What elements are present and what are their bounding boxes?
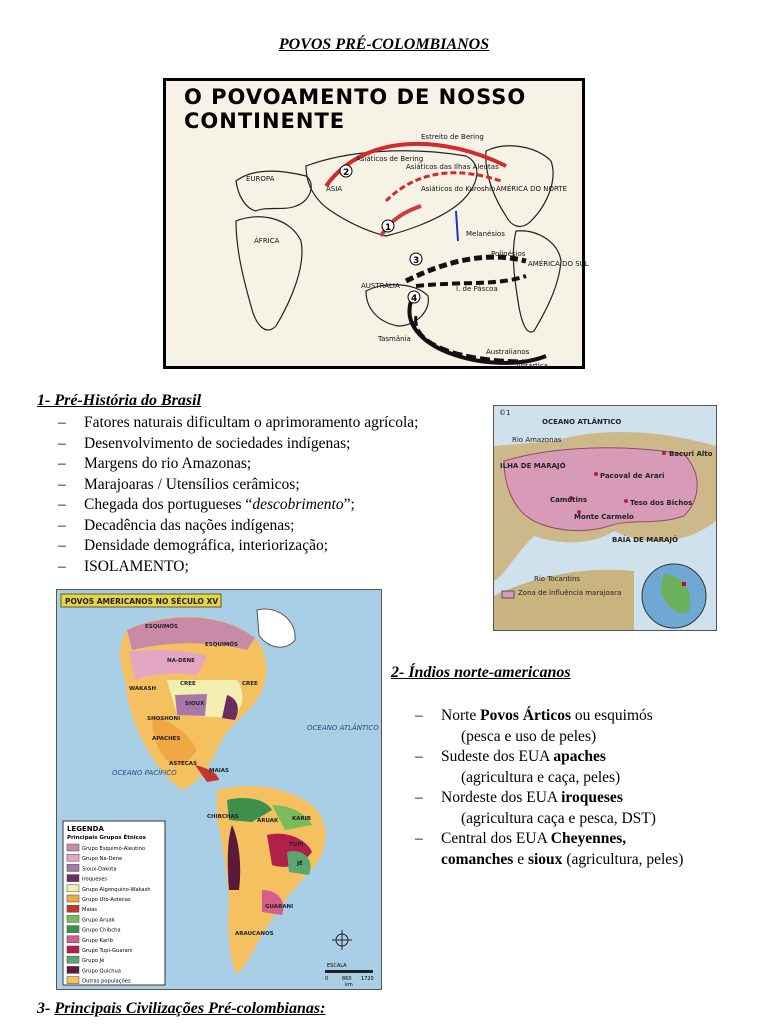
scale-tick-0: 0 [325, 976, 329, 982]
label-america-sul: AMÉRICA DO SUL [528, 260, 589, 268]
legend-swatch [67, 875, 79, 882]
list-item-text-end: ”; [343, 496, 355, 513]
item-bold: comanches [441, 850, 514, 868]
item-bold: apaches [553, 748, 606, 765]
item-text: Nordeste dos EUA [441, 789, 562, 806]
legend-label: Sioux-Dakota [82, 866, 117, 873]
marajo-rio-amazonas: Rio Amazonas [512, 436, 562, 444]
label-guarani: GUARANI [265, 904, 294, 910]
item-text-end: ou esquimós [571, 707, 653, 724]
item-text: e [513, 850, 528, 868]
section3-title [37, 1000, 325, 1018]
label-cree-2: CREE [242, 681, 258, 687]
legend-swatch [67, 915, 79, 922]
legend-label: Grupo Uto-Astecas [82, 897, 131, 903]
item-text: Central dos EUA [441, 830, 551, 847]
legend-swatch [67, 905, 79, 912]
label-cree-1: CREE [180, 681, 196, 687]
label-wakash: WAKASH [129, 686, 157, 692]
africa-outline [236, 217, 302, 330]
list-item [415, 788, 683, 809]
legend-swatch [67, 844, 79, 851]
legend-swatch [67, 946, 79, 953]
list-item-text: Chegada dos portugueses “ [84, 496, 253, 513]
marajo-number: ©1 [499, 409, 511, 417]
marajo-ilha-label: ILHA DE MARAJÓ [500, 462, 566, 470]
list-item [415, 747, 683, 768]
item-bold: Cheyennes, [550, 830, 627, 847]
legend-label: Grupo Na-Dene [82, 856, 123, 863]
label-astecas: ASTECAS [169, 761, 197, 767]
marajo-bacuri: Bacuri Alto [669, 450, 713, 458]
americas-map-title: POVOS AMERICANOS NO SÉCULO XV [65, 597, 219, 606]
section1-list [58, 413, 418, 577]
label-europa: EUROPA [246, 175, 275, 183]
scale-unit: km [345, 982, 353, 988]
route-number-2: 2 [343, 168, 350, 178]
item-text-end: (agricultura, peles) [562, 850, 684, 868]
settlement-map-title: O POVOAMENTO DE NOSSO CONTINENTE [184, 85, 527, 133]
label-tasmania: Tasmânia [378, 335, 411, 343]
legend-label: Grupo Algonquino-Wakash [82, 886, 151, 893]
list-item [415, 706, 683, 727]
legend-subtitle: Principais Grupos Étnicos [67, 835, 146, 841]
label-oceano-atlantico: OCEANO ATLÂNTICO [307, 724, 379, 732]
list-item: – Densidade demográfica, interiorização; [58, 536, 418, 557]
legend-swatch [67, 895, 79, 902]
list-item [415, 829, 683, 850]
list-item-emphasis: descobrimento [252, 496, 344, 513]
item-bold: Povos Árticos [480, 707, 571, 724]
section3-text: Principais Civilizações Pré-colombianas: [54, 1000, 326, 1017]
marajo-baia: BAÍA DE MARAJÓ [612, 536, 678, 544]
australia-outline [366, 285, 428, 326]
list-item: – Marajoaras / Utensílios cerâmicos; [58, 475, 418, 496]
list-item-sub: (pesca e uso de peles) [461, 727, 597, 745]
label-australia: AUSTRÁLIA [361, 282, 400, 290]
label-esquimos-2: ESQUIMÓS [205, 642, 239, 648]
route-number-4: 4 [411, 294, 418, 304]
label-america-norte: AMÉRICA DO NORTE [496, 185, 568, 193]
marajo-rio-tocantins: Rio Tocantins [534, 575, 581, 583]
list-item [58, 495, 418, 516]
item-bold: iroqueses [561, 789, 623, 806]
list-item: – Fatores naturais dificultam o aprimoramento agrícola; [58, 413, 418, 434]
list-item: – ISOLAMENTO; [58, 557, 418, 578]
legend-swatch [67, 977, 79, 984]
legend-label: Outras populações [82, 978, 131, 985]
marajo-legend-label: Zona de influência marajoara [518, 589, 622, 597]
legend-label: Iroqueses [82, 876, 108, 883]
route-number-1: 1 [385, 223, 392, 233]
world-map-graphic [166, 111, 589, 371]
label-je: JÊ [297, 861, 303, 867]
label-esquimos-1: ESQUIMÓS [145, 624, 179, 630]
label-sioux: SIOUX [185, 701, 205, 707]
marajo-ocean-label: OCEANO ATLÂNTICO [542, 418, 622, 426]
section2-list [415, 706, 683, 870]
legend-swatch [67, 864, 79, 871]
scale-tick-1: 860 [342, 976, 352, 982]
label-maias: MAIAS [209, 768, 229, 774]
legend-label: Grupo Jê [82, 958, 105, 965]
label-nadene: NA-DENE [167, 658, 195, 664]
list-item: – Margens do rio Amazonas; [58, 454, 418, 475]
americas-peoples-map [56, 589, 382, 990]
list-item-continuation [415, 850, 683, 871]
label-africa: ÁFRICA [254, 237, 280, 245]
legend-swatch [67, 926, 79, 933]
marajo-teso: Teso dos Bichos [630, 499, 693, 507]
label-tupi: TUPI [289, 842, 304, 848]
section2-title: 2- Índios norte-americanos [391, 664, 571, 681]
label-karib: KARIB [292, 816, 311, 822]
label-australianos: Australianos [486, 348, 530, 356]
list-item-sub: (agricultura e caça, peles) [461, 768, 621, 786]
marajo-map [493, 405, 717, 631]
label-melanesios: Melanésios [466, 230, 505, 238]
south-america-outline [513, 231, 561, 332]
item-text: Sudeste dos EUA [441, 748, 554, 765]
label-aruak: ARUAK [257, 818, 279, 824]
label-estreito: Estreito de Bering [421, 133, 484, 141]
label-antartica: Antártica [516, 362, 548, 370]
scale-tick-2: 1720 [361, 976, 374, 982]
item-text: Norte [441, 707, 481, 724]
label-shoshoni: SHOSHONI [147, 716, 181, 722]
label-oceano-pacifico: OCEANO PACÍFICO [112, 769, 177, 777]
marajo-monte: Monte Carmelo [574, 513, 634, 521]
section1-title: 1- Pré-História do Brasil [37, 392, 202, 409]
label-asiaticos-kuroshio: Asiáticos do Kuroshio [421, 185, 496, 193]
legend-label: Grupo Karib [82, 937, 113, 944]
section3-number: 3- [37, 1000, 55, 1017]
list-item: – Desenvolvimento de sociedades indígenas; [58, 434, 418, 455]
legend-swatch [67, 956, 79, 963]
marajo-map-graphic [494, 406, 716, 630]
label-ilha-pascoa: I. de Páscoa [456, 285, 498, 293]
legend-label: Grupo Esquimó-Aleutino [82, 846, 146, 852]
scale-label: ESCALA [327, 963, 347, 969]
item-bold: sioux [527, 850, 563, 868]
list-item: – Decadência das nações indígenas; [58, 516, 418, 537]
label-asia: ÁSIA [326, 185, 343, 193]
legend-label: Grupo Aruak [82, 917, 115, 924]
route-number-3: 3 [413, 256, 420, 266]
label-apaches: APACHES [152, 736, 181, 742]
legend-swatch [67, 885, 79, 892]
settlement-map [163, 78, 589, 370]
legend-label: Grupo Quíchua [82, 968, 121, 975]
legend-swatch [67, 966, 79, 973]
label-asiaticos-bering: Asiáticos de Bering [356, 155, 424, 163]
label-polinesios: Polinésios [491, 250, 526, 258]
americas-map-graphic [57, 590, 381, 989]
marajo-camutins: Camutins [550, 496, 588, 504]
legend-swatch [67, 854, 79, 861]
label-asiaticos-ilhas: Asiáticos das Ilhas Aleutas [406, 163, 499, 171]
legend-label: Grupo Tupi-Guarani [82, 948, 133, 954]
page-title: POVOS PRÉ-COLOMBIANOS [278, 36, 490, 53]
legend-swatch [67, 936, 79, 943]
list-item-sub: (agricultura caça e pesca, DST) [461, 809, 656, 827]
marajo-pacoval: Pacoval de Arari [600, 472, 665, 480]
legend-title: LEGENDA [67, 825, 104, 833]
legend-label: Grupo Chibcha [82, 927, 121, 934]
label-araucanos: ARAUCANOS [235, 931, 274, 937]
legend-label: Maias [82, 907, 97, 914]
label-chibchas: CHIBCHAS [207, 814, 239, 820]
